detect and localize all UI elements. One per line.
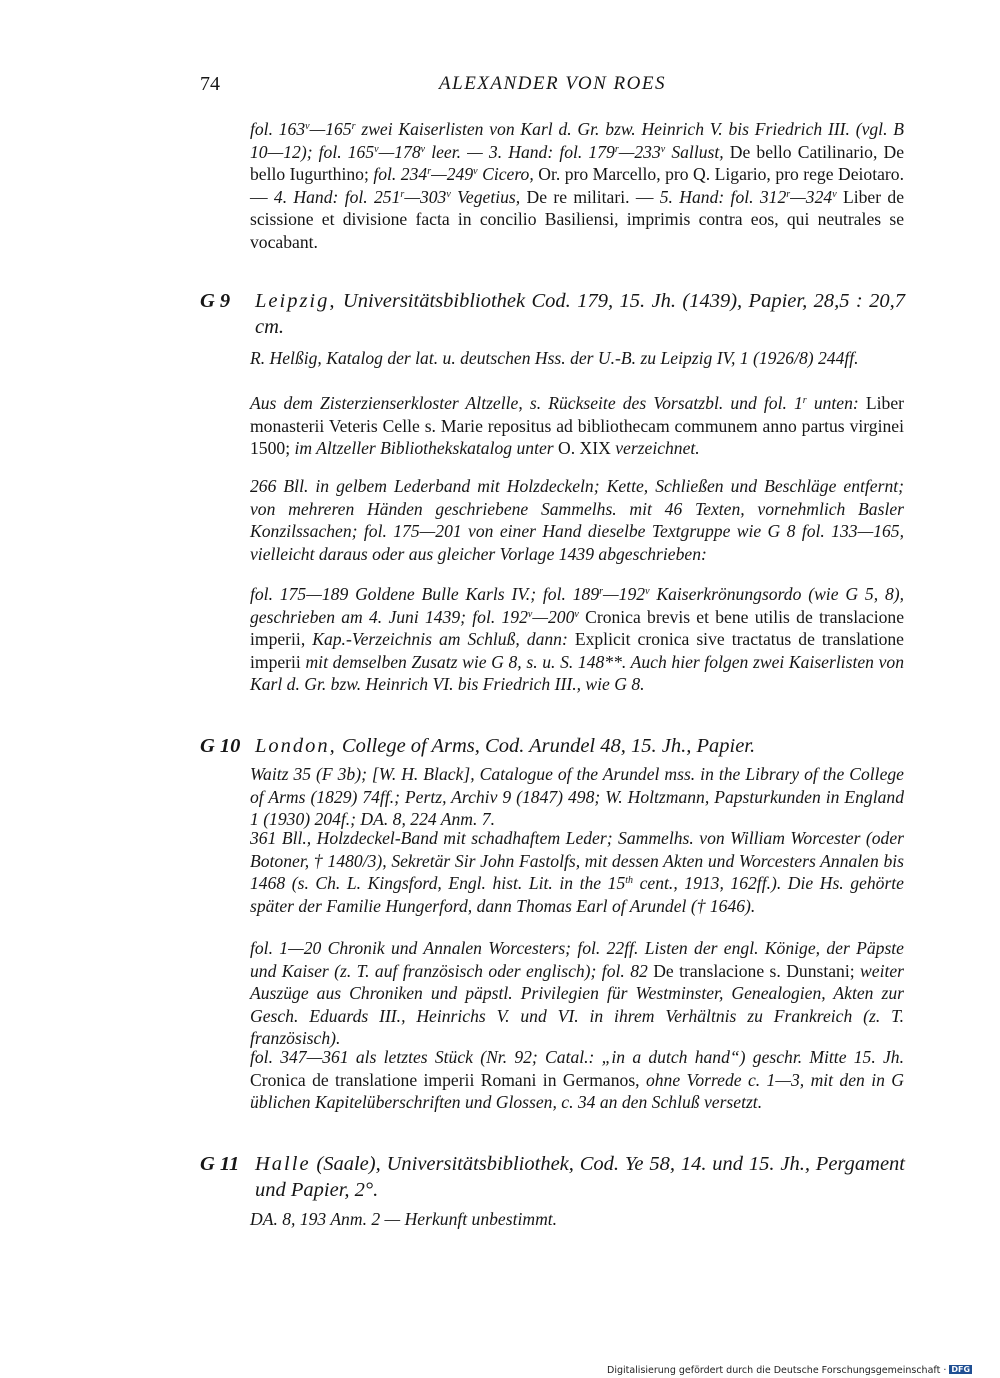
page-header <box>200 73 905 103</box>
g11-note: DA. 8, 193 Anm. 2 — Herkunft unbestimmt. <box>250 1209 558 1229</box>
g10-text-note: fol. 347—361 als letztes Stück (Nr. 92; Catal.: „in a dutch hand“) geschr. Mitte 15. Jh. Cronica de translatione imperii Romani in Germanos, ohne Vorrede c. 1—3, mit den in G üblichen Kapitelüberschriften und Glossen, c. 34 an den Schluß versetzt. <box>250 1047 904 1113</box>
page-number: 74 <box>200 73 220 95</box>
g9-bibliography: R. Helßig, Katalog der lat. u. deutschen Hss. der U.-B. zu Leipzig IV, 1 (1926/8) 244ff. <box>250 348 859 368</box>
g9-contents: fol. 175—189 Goldene Bulle Karls IV.; fol. 189$^r$—192$^v$ Kaiserkrönungsordo (wie G 5, 8), geschrieben am 4. Juni 1439; fol. 192$^v$—200$^v$ Cronica brevis et bene utilis de translacione imperii, Kap.-Verzeichnis am Schluß, dann: Explicit cronica sive tractatus de translatione imperii mit demselben Zusatz wie G 8, s. u. S. 148**. Auch hier folgen zwei Kaiserlisten von Karl d. Gr. bzw. Heinrich VI. bis Friedrich III., wie G 8. <box>250 584 905 695</box>
g10-bibliography: Waitz 35 (F 3b); [W. H. Black], Catalogue of the Arundel mss. in the Library of the College of Arms (1829) 74ff.; Pertz, Archiv 9 (1847) 498; W. Holtzmann, Papsturkunden in England 1 (1930) 204f.; DA. 8, 224 Anm. 7. <box>250 764 904 830</box>
digitization-footer: Digitalisierung gefördert durch die Deutsche Forschungsgemeinschaft · DFG <box>607 1365 971 1376</box>
siglum: G 9 <box>200 290 231 312</box>
continuation-paragraph: fol. 163$^v$—165$^r$ zwei Kaiserlisten von Karl d. Gr. bzw. Heinrich V. bis Friedrich III. (vgl. B 10—12); fol. 165$^v$—178$^v$ leer. — 3. Hand: fol. 179$^r$—233$^v$ Sallust, De bello Catilinario, De bello Iugurthino; fol. 234$^r$—249$^v$ Cicero, Or. pro Marcello, pro Q. Ligario, pro rege Deiotaro. — 4. Hand: fol. 251$^r$—303$^v$ Vegetius, De re militari. — 5. Hand: fol. 312$^r$—324$^v$ Liber de scissione et divisione facta in concilio Basiliensi, imprimis contra eos, qui neutrales se vocabant. <box>250 119 905 252</box>
place-name: London, <box>255 735 337 757</box>
place-name: Halle <box>255 1153 311 1175</box>
g10-description: 361 Bll., Holzdeckel-Band mit schadhaftem Leder; Sammelhs. von William Worcester (oder Botoner, † 1480/3), Sekretär Sir John Fastolfs, mit dessen Akten und Worcesters Annalen bis 1468 (s. Ch. L. Kingsford, Engl. hist. Lit. in the 15th cent., 1913, 162ff.). Die Hs. gehörte später der Familie Hungerford, dann Thomas Earl of Arundel († 1646). <box>250 828 904 916</box>
place-name: Leipzig, <box>255 290 337 312</box>
entry-heading-g10: G 10 London, College of Arms, Cod. Arundel 48, 15. Jh., Papier. <box>200 735 756 757</box>
siglum: G 11 <box>200 1153 240 1175</box>
dfg-logo: DFG <box>951 1365 971 1374</box>
g9-provenance: Aus dem Zisterzienserkloster Altzelle, s. Rückseite des Vorsatzbl. und fol. 1$^r$ unten: Liber monasterii Veteris Celle s. Marie repositus ad bibliothecam communem anno partus virginei 1500; im Altzeller Bibliothekskatalog unter O. XIX verzeichnet. <box>250 393 904 459</box>
entry-heading-g11: G 11 Halle (Saale), Universitätsbibliothek, Cod. Ye 58, 14. und 15. Jh., Pergament und Papier, 2°. <box>200 1153 905 1201</box>
g9-description: 266 Bll. in gelbem Lederband mit Holzdeckeln; Kette, Schließen und Beschläge entfernt; von mehreren Händen geschriebene Sammelhs. mit 46 Texten, vornehmlich Basler Konzilssachen; fol. 175—201 von einer Hand dieselbe Textgruppe wie G 8 fol. 133—165, vielleicht daraus oder aus gleicher Vorlage 1439 abgeschrieben: <box>250 476 904 564</box>
running-title: ALEXANDER VON ROES <box>439 73 666 94</box>
g10-contents: fol. 1—20 Chronik und Annalen Worcesters; fol. 22ff. Listen der engl. Könige, der Päpste und Kaiser (z. T. auf französisch oder englisch); fol. 82 De translacione s. Dunstani; weiter Auszüge aus Chroniken und päpstl. Privilegien für Westminster, Genealogien, Akten zur Gesch. Eduards III., Heinrichs V. und VI. in ihrem Verhältnis zu Frankreich (z. T. französisch). <box>250 938 904 1049</box>
entry-heading-g9: G 9 Leipzig, Universitätsbibliothek Cod. 179, 15. Jh. (1439), Papier, 28,5 : 20,7 cm. <box>200 290 905 338</box>
siglum: G 10 <box>200 735 241 757</box>
